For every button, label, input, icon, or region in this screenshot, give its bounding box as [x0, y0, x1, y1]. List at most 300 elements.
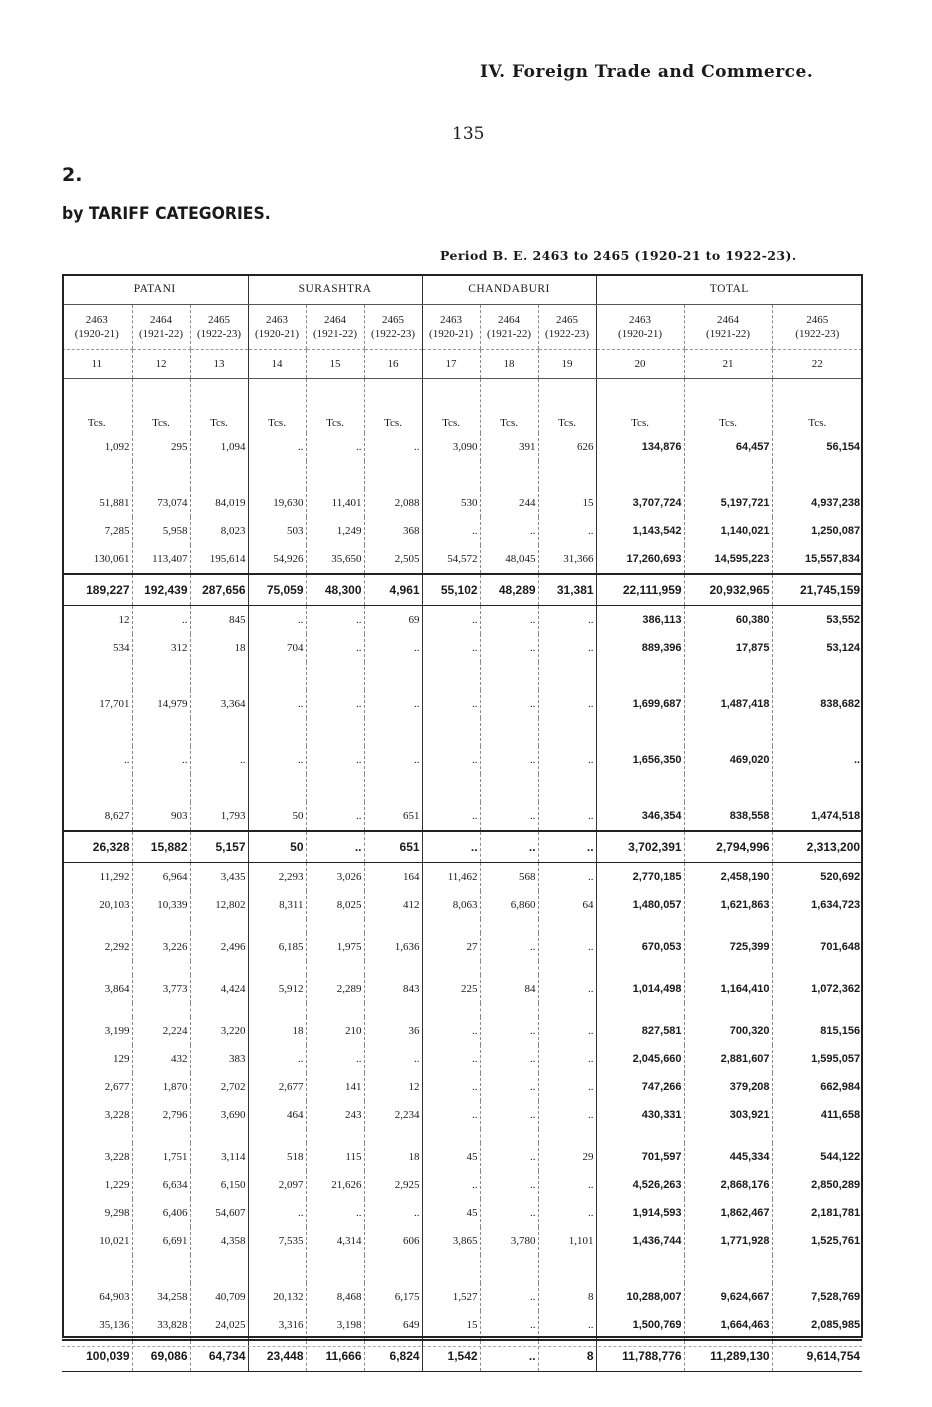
table-cell: 244	[480, 489, 538, 517]
table-cell	[190, 1003, 248, 1017]
subtotal-row	[62, 574, 862, 606]
total-cell	[684, 919, 772, 933]
table-cell	[364, 1003, 422, 1017]
table-cell	[248, 718, 306, 746]
table-cell: ..	[422, 802, 480, 831]
total-cell: 1,140,021	[684, 517, 772, 545]
table-cell: 130,061	[93, 553, 130, 565]
table-cell	[190, 961, 248, 975]
column-number: 19	[538, 350, 596, 379]
total-cell: 1,164,410	[684, 975, 772, 1003]
year-header: 2464 (1921-22)	[306, 305, 364, 350]
total-cell: 2,181,781	[772, 1199, 862, 1227]
table-cell: ..	[480, 690, 538, 718]
table-cell: 20,132	[248, 1283, 306, 1311]
table-cell: 6,691	[132, 1227, 190, 1255]
unit-label: Tcs.	[364, 379, 422, 434]
table-cell: ..	[306, 1045, 364, 1073]
table-cell: 54,926	[248, 545, 306, 574]
subtotal-row	[62, 1340, 862, 1372]
group-header: TOTAL	[596, 274, 862, 305]
total-cell: 827,581	[596, 1017, 684, 1045]
unit-label: Tcs.	[422, 379, 480, 434]
total-cell	[684, 662, 772, 690]
table-cell: ..	[480, 1073, 538, 1101]
total-cell: 386,113	[596, 606, 684, 635]
table-cell: 69,086	[132, 1340, 190, 1372]
table-cell: ..	[538, 746, 596, 774]
table-cell: 6,406	[132, 1199, 190, 1227]
table-cell: ..	[538, 634, 596, 662]
table-cell: 3,780	[480, 1227, 538, 1255]
table-cell: 503	[248, 517, 306, 545]
table-cell: 1,229	[104, 1179, 130, 1191]
table-cell	[248, 1129, 306, 1143]
table-cell: ..	[538, 1073, 596, 1101]
table-cell	[364, 461, 422, 489]
table-cell	[248, 961, 306, 975]
table-cell: 1,975	[306, 933, 364, 961]
table-cell	[480, 718, 538, 746]
table-cell: 8,025	[306, 891, 364, 919]
total-cell: 815,156	[772, 1017, 862, 1045]
table-row	[62, 802, 862, 831]
table-cell: 8,468	[306, 1283, 364, 1311]
table-cell: 12	[118, 614, 130, 626]
total-cell	[596, 919, 684, 933]
table-cell: 8,023	[190, 517, 248, 545]
table-cell: 843	[364, 975, 422, 1003]
table-cell: 391	[480, 433, 538, 461]
table-cell: ..	[422, 690, 480, 718]
table-cell: 45	[422, 1143, 480, 1171]
table-cell: 1,751	[132, 1143, 190, 1171]
year-header: 2464 (1921-22)	[480, 305, 538, 350]
table-cell: 35,136	[99, 1319, 130, 1331]
table-row	[62, 1003, 862, 1017]
table-cell: 3,773	[132, 975, 190, 1003]
table-cell	[62, 961, 132, 975]
table-cell: 29	[538, 1143, 596, 1171]
table-row	[62, 634, 862, 662]
table-row	[62, 774, 862, 802]
table-row	[62, 718, 862, 746]
table-cell: 3,226	[132, 933, 190, 961]
table-cell	[480, 961, 538, 975]
total-cell: 1,914,593	[596, 1199, 684, 1227]
table-cell	[422, 461, 480, 489]
table-cell: 6,185	[248, 933, 306, 961]
table-cell	[480, 1129, 538, 1143]
table-cell: 2,289	[306, 975, 364, 1003]
total-cell: 544,122	[772, 1143, 862, 1171]
table-cell: 23,448	[248, 1340, 306, 1372]
period-caption: Period B. E. 2463 to 2465 (1920-21 to 1922-23).	[440, 248, 797, 263]
table-cell: ..	[480, 517, 538, 545]
table-row	[62, 606, 862, 635]
column-number: 20	[596, 350, 684, 379]
table-cell: 51,881	[99, 497, 130, 509]
table-cell: ..	[306, 1199, 364, 1227]
table-cell	[306, 1129, 364, 1143]
table-cell: 3,865	[422, 1227, 480, 1255]
table-cell: 2,224	[132, 1017, 190, 1045]
table-cell: 3,026	[306, 863, 364, 892]
table-cell	[480, 774, 538, 802]
table-cell: ..	[538, 933, 596, 961]
table-cell: 225	[422, 975, 480, 1003]
total-cell: 1,699,687	[596, 690, 684, 718]
table-cell	[306, 774, 364, 802]
total-cell: 2,085,985	[772, 1311, 862, 1340]
total-cell: 1,436,744	[596, 1227, 684, 1255]
table-cell: 2,925	[364, 1171, 422, 1199]
part-number: 2.	[62, 164, 83, 186]
table-cell: ..	[248, 433, 306, 461]
subtotal-row	[62, 831, 862, 863]
table-cell: 31,381	[538, 574, 596, 606]
table-cell: ..	[248, 746, 306, 774]
total-cell: 14,595,223	[684, 545, 772, 574]
total-cell	[684, 774, 772, 802]
table-cell: ..	[248, 606, 306, 635]
column-number: 12	[132, 350, 190, 379]
table-cell	[62, 1003, 132, 1017]
table-cell: 606	[364, 1227, 422, 1255]
table-cell	[248, 662, 306, 690]
table-cell: ..	[480, 1199, 538, 1227]
table-row	[62, 1017, 862, 1045]
table-cell: 34,258	[132, 1283, 190, 1311]
total-cell: 1,480,057	[596, 891, 684, 919]
table-cell	[132, 718, 190, 746]
table-cell	[538, 919, 596, 933]
table-cell: ..	[480, 1101, 538, 1129]
table-cell: ..	[190, 746, 248, 774]
table-cell: ..	[132, 606, 190, 635]
table-cell	[306, 662, 364, 690]
table-cell	[480, 1003, 538, 1017]
table-cell	[422, 919, 480, 933]
table-cell: 287,656	[190, 574, 248, 606]
total-cell: 701,648	[772, 933, 862, 961]
total-cell	[596, 774, 684, 802]
table-cell: ..	[538, 1311, 596, 1340]
table-cell: 64	[538, 891, 596, 919]
table-cell: ..	[480, 1311, 538, 1340]
total-cell: 889,396	[596, 634, 684, 662]
table-cell	[538, 718, 596, 746]
table-cell: ..	[422, 831, 480, 863]
table-cell: 1,094	[190, 433, 248, 461]
table-cell: 649	[364, 1311, 422, 1340]
total-cell: 11,788,776	[596, 1340, 684, 1372]
table-cell: 11,462	[422, 863, 480, 892]
table-cell: 3,228	[104, 1109, 130, 1121]
table-cell: 3,090	[422, 433, 480, 461]
unit-label: Tcs.	[480, 379, 538, 434]
table-cell: 704	[248, 634, 306, 662]
total-cell	[684, 461, 772, 489]
table-subtitle: by TARIFF CATEGORIES.	[62, 204, 271, 224]
table-cell: ..	[364, 433, 422, 461]
table-cell: 8,311	[248, 891, 306, 919]
table-cell: ..	[248, 690, 306, 718]
table-cell: ..	[480, 1283, 538, 1311]
table-cell	[538, 461, 596, 489]
table-row	[62, 1227, 862, 1255]
column-number-row	[62, 350, 862, 379]
table-cell	[132, 919, 190, 933]
table-cell: 1,101	[538, 1227, 596, 1255]
total-cell	[772, 774, 862, 802]
total-cell: 662,984	[772, 1073, 862, 1101]
total-cell	[772, 1003, 862, 1017]
table-cell: 8	[538, 1340, 596, 1372]
table-cell	[248, 461, 306, 489]
year-header: 2465 (1922-23)	[772, 305, 862, 350]
table-cell: 2,677	[104, 1081, 130, 1093]
total-cell	[772, 461, 862, 489]
table-cell: 31,366	[538, 545, 596, 574]
table-row	[62, 1199, 862, 1227]
total-cell: 838,682	[772, 690, 862, 718]
table-row	[62, 1143, 862, 1171]
year-header: 2465 (1922-23)	[190, 305, 248, 350]
table-cell: 6,634	[132, 1171, 190, 1199]
table-cell	[62, 662, 132, 690]
column-number: 17	[422, 350, 480, 379]
table-cell: ..	[422, 606, 480, 635]
total-cell: 17,875	[684, 634, 772, 662]
table-cell: 84,019	[190, 489, 248, 517]
table-row	[62, 746, 862, 774]
total-cell	[596, 1255, 684, 1283]
table-cell	[422, 774, 480, 802]
total-cell	[684, 1129, 772, 1143]
total-cell: 2,770,185	[596, 863, 684, 892]
table-cell: 18	[190, 634, 248, 662]
table-cell: 40,709	[190, 1283, 248, 1311]
total-cell: 1,595,057	[772, 1045, 862, 1073]
table-cell	[62, 1129, 132, 1143]
table-row	[62, 662, 862, 690]
total-cell: 10,288,007	[596, 1283, 684, 1311]
total-cell	[684, 1003, 772, 1017]
table-row	[62, 489, 862, 517]
table-cell: 3,199	[104, 1025, 130, 1037]
table-cell: 54,572	[422, 545, 480, 574]
table-cell: ..	[538, 975, 596, 1003]
table-cell: 11,292	[99, 871, 130, 883]
table-cell: 192,439	[132, 574, 190, 606]
table-cell: 312	[132, 634, 190, 662]
table-cell: 50	[248, 831, 306, 863]
total-cell	[684, 961, 772, 975]
table-cell: 75,059	[248, 574, 306, 606]
table-cell: 903	[132, 802, 190, 831]
unit-label: Tcs.	[684, 379, 772, 434]
table-cell	[538, 774, 596, 802]
table-cell: 33,828	[132, 1311, 190, 1340]
total-cell	[772, 718, 862, 746]
table-cell: ..	[538, 1171, 596, 1199]
year-header-row	[62, 305, 862, 350]
total-cell: 1,862,467	[684, 1199, 772, 1227]
total-cell: 303,921	[684, 1101, 772, 1129]
table-cell: 10,339	[132, 891, 190, 919]
total-cell: 701,597	[596, 1143, 684, 1171]
table-cell	[190, 718, 248, 746]
group-header-row	[62, 274, 862, 305]
table-row	[62, 517, 862, 545]
table-cell: 3,228	[104, 1151, 130, 1163]
total-cell: 2,045,660	[596, 1045, 684, 1073]
table-cell: ..	[306, 433, 364, 461]
table-cell	[62, 461, 132, 489]
total-cell: 725,399	[684, 933, 772, 961]
total-cell: 134,876	[596, 433, 684, 461]
table-row	[62, 690, 862, 718]
table-row	[62, 1283, 862, 1311]
table-cell: 48,045	[480, 545, 538, 574]
table-cell	[190, 1255, 248, 1283]
table-cell: ..	[538, 863, 596, 892]
table-cell: 1,636	[364, 933, 422, 961]
year-header: 2463 (1920-21)	[62, 305, 132, 350]
column-number: 15	[306, 350, 364, 379]
total-cell	[772, 919, 862, 933]
total-cell: 1,474,518	[772, 802, 862, 831]
table-cell: 18	[248, 1017, 306, 1045]
table-cell: ..	[422, 517, 480, 545]
table-cell: ..	[480, 1143, 538, 1171]
column-number: 22	[772, 350, 862, 379]
total-cell	[772, 662, 862, 690]
table-cell: 12	[364, 1073, 422, 1101]
table-cell	[62, 774, 132, 802]
table-body	[62, 274, 862, 1372]
trade-table	[62, 274, 862, 1372]
table-cell: 7,285	[104, 525, 130, 537]
table-cell: 210	[306, 1017, 364, 1045]
table-cell: 18	[364, 1143, 422, 1171]
total-cell: 17,260,693	[596, 545, 684, 574]
table-cell: 20,103	[99, 899, 130, 911]
table-cell: 368	[364, 517, 422, 545]
total-cell: 1,072,362	[772, 975, 862, 1003]
table-cell: 10,021	[99, 1235, 130, 1247]
table-cell: ..	[422, 1101, 480, 1129]
total-cell	[772, 1255, 862, 1283]
table-cell	[364, 1129, 422, 1143]
table-cell: 36	[364, 1017, 422, 1045]
total-cell: 1,771,928	[684, 1227, 772, 1255]
table-cell	[62, 1255, 132, 1283]
table-cell	[306, 718, 364, 746]
table-cell: 115	[306, 1143, 364, 1171]
total-cell: ..	[772, 746, 862, 774]
table-row	[62, 1255, 862, 1283]
table-cell: 48,289	[480, 574, 538, 606]
table-cell: 195,614	[190, 545, 248, 574]
table-cell	[364, 961, 422, 975]
year-header: 2464 (1921-22)	[684, 305, 772, 350]
table-cell: 8,627	[104, 810, 130, 822]
table-cell: 3,864	[104, 983, 130, 995]
table-cell: 2,505	[364, 545, 422, 574]
table-cell	[132, 662, 190, 690]
unit-label: Tcs.	[306, 379, 364, 434]
total-cell	[684, 1255, 772, 1283]
table-cell: 845	[190, 606, 248, 635]
table-cell: ..	[480, 1017, 538, 1045]
year-header: 2463 (1920-21)	[248, 305, 306, 350]
table-cell: 2,677	[248, 1073, 306, 1101]
table-row	[62, 863, 862, 892]
unit-label: Tcs.	[132, 379, 190, 434]
table-cell: 27	[422, 933, 480, 961]
table-cell	[364, 662, 422, 690]
total-cell: 5,197,721	[684, 489, 772, 517]
total-cell: 64,457	[684, 433, 772, 461]
table-cell: 3,220	[190, 1017, 248, 1045]
table-cell	[248, 774, 306, 802]
total-cell: 4,937,238	[772, 489, 862, 517]
table-cell: 12,802	[190, 891, 248, 919]
table-cell: 6,964	[132, 863, 190, 892]
table-cell: 73,074	[132, 489, 190, 517]
table-cell	[422, 718, 480, 746]
table-cell: ..	[364, 746, 422, 774]
unit-label: Tcs.	[190, 379, 248, 434]
unit-label: Tcs.	[596, 379, 684, 434]
table-row	[62, 961, 862, 975]
table-cell: 651	[364, 802, 422, 831]
total-cell: 56,154	[772, 433, 862, 461]
total-cell: 4,526,263	[596, 1171, 684, 1199]
table-cell: ..	[422, 746, 480, 774]
section-title: IV. Foreign Trade and Commerce.	[480, 62, 814, 82]
table-row	[62, 891, 862, 919]
total-cell: 11,289,130	[684, 1340, 772, 1372]
table-cell: 2,097	[248, 1171, 306, 1199]
table-cell: ..	[538, 1101, 596, 1129]
table-cell	[306, 1255, 364, 1283]
table-cell: 1,527	[422, 1283, 480, 1311]
table-cell	[306, 919, 364, 933]
table-cell: ..	[480, 746, 538, 774]
table-cell: 3,435	[190, 863, 248, 892]
table-cell: 1,249	[306, 517, 364, 545]
table-cell	[190, 461, 248, 489]
table-row	[62, 1311, 862, 1340]
total-cell: 20,932,965	[684, 574, 772, 606]
total-cell: 2,868,176	[684, 1171, 772, 1199]
table-row	[62, 1129, 862, 1143]
total-cell: 2,881,607	[684, 1045, 772, 1073]
table-row	[62, 461, 862, 489]
table-cell: 243	[306, 1101, 364, 1129]
table-cell: 11,401	[306, 489, 364, 517]
total-cell: 1,487,418	[684, 690, 772, 718]
total-cell: 53,124	[772, 634, 862, 662]
unit-label: Tcs.	[538, 379, 596, 434]
table-cell: 626	[538, 433, 596, 461]
table-cell: 48,300	[306, 574, 364, 606]
table-cell: 141	[306, 1073, 364, 1101]
total-cell	[596, 1003, 684, 1017]
